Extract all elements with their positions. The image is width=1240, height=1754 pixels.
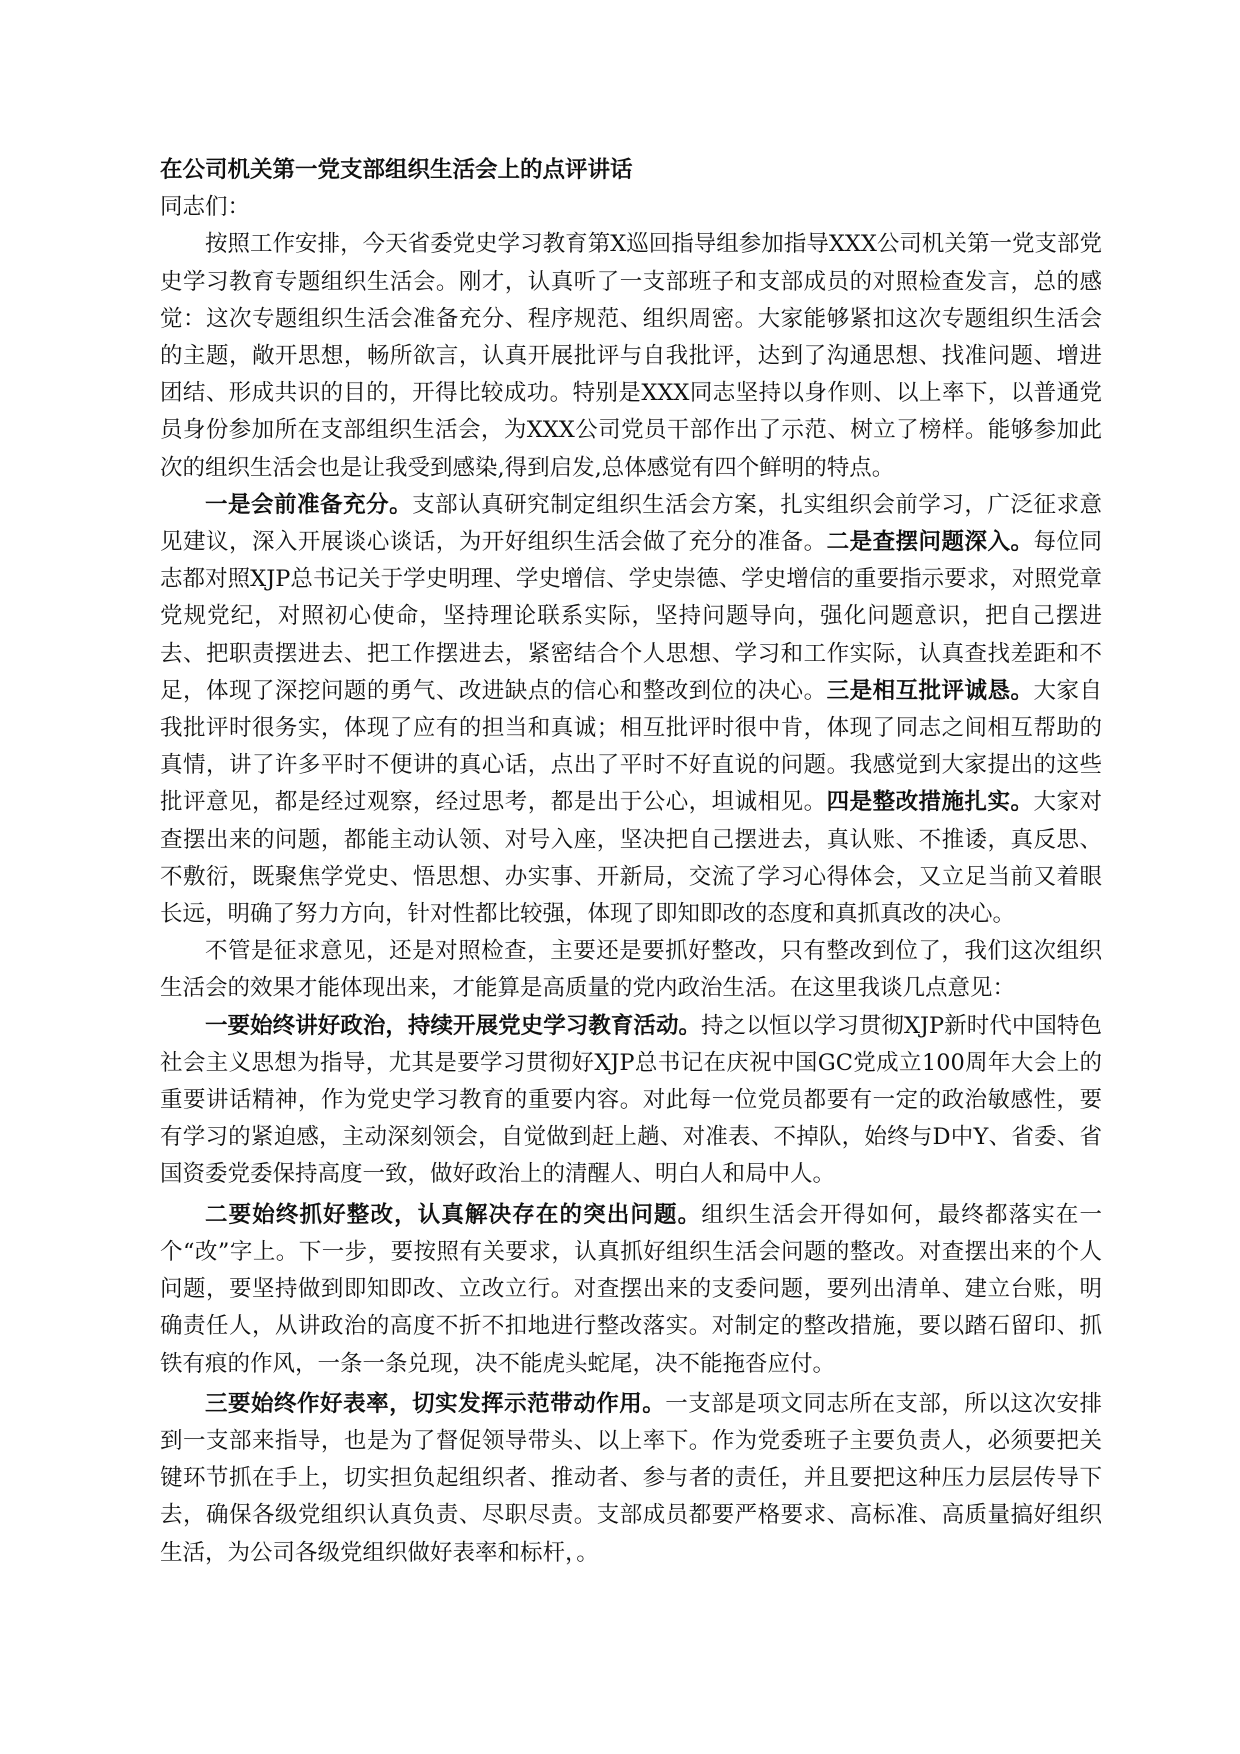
feature-4-text: 大家对查摆出来的问题，都能主动认领、对号入座，坚决把自己摆进去，真认账、不推诿，真反思、不敷衍，既聚焦学党史、悟思想、办实事、开新局，交流了学习心得体会，又立足当前又着眼长远，明确了努力方向，针对性都比较强，体现了即知即改的态度和真抓真改的决心。 bbox=[160, 789, 1102, 928]
paragraph-opinion-3 bbox=[160, 1386, 1102, 1572]
document-page bbox=[160, 152, 1102, 1572]
document-title: 在公司机关第一党支部组织生活会上的点评讲话 bbox=[160, 157, 633, 183]
opinion-2-heading: 二要始终抓好整改，认真解决存在的突出问题。 bbox=[205, 1201, 702, 1228]
paragraph-opinion-2 bbox=[160, 1197, 1102, 1383]
feature-2-text: 每位同志都对照XJP总书记关于学史明理、学史增信、学史崇德、学史增信的重要指示要求，对照党章党规党纪，对照初心使命，坚持理论联系实际，坚持问题导向，强化问题意识，把自己摆进去、把职责摆进去、把工作摆进去，紧密结合个人思想、学习和工作实际，认真查找差距和不足，体现了深挖问题的勇气、改进缺点的信心和整改到位的决心。 bbox=[160, 529, 1102, 704]
feature-3-text: 大家自我批评时很务实，体现了应有的担当和真诚；相互批评时很中肯，体现了同志之间相互帮助的真情，讲了许多平时不便讲的真心话，点出了平时不好直说的问题。我感觉到大家提出的这些批评意见，都是经过观察，经过思考，都是出于公心，坦诚相见。 bbox=[160, 677, 1102, 816]
paragraph-features bbox=[160, 487, 1102, 933]
paragraph-transition bbox=[160, 933, 1102, 1007]
opinion-3-text: 一支部是项文同志所在支部，所以这次安排到一支部来指导，也是为了督促领导带头、以上率下。作为党委班子主要负责人，必须要把关键环节抓在手上，切实担负起组织者、推动者、参与者的责任，并且要把这种压力层层传导下去，确保各级党组织认真负责、尽职尽责。支部成员都要严格要求、高标准、高质量搞好组织生活，为公司各级党组织做好表率和标杆，。 bbox=[160, 1390, 1102, 1566]
opinion-2-text: 组织生活会开得如何，最终都落实在一个“改”字上。下一步，要按照有关要求，认真抓好组织生活会问题的整改。对查摆出来的个人问题，要坚持做到即知即改、立改立行。对查摆出来的支委问题，要列出清单、建立台账，明确责任人，从讲政治的高度不折不扣地进行整改落实。对制定的整改措施，要以踏石留印、抓铁有痕的作风，一条一条兑现，决不能虎头蛇尾，决不能拖沓应付。 bbox=[160, 1201, 1102, 1377]
feature-2-heading: 二是查摆问题深入。 bbox=[826, 529, 1034, 556]
paragraph-intro bbox=[160, 226, 1102, 486]
feature-4-heading: 四是整改措施扎实。 bbox=[826, 789, 1034, 816]
feature-3-heading: 三是相互批评诚恳。 bbox=[826, 677, 1034, 704]
feature-1-text: 支部认真研究制定组织生活会方案，扎实组织会前学习，广泛征求意见建议，深入开展谈心谈话，为开好组织生活会做了充分的准备。 bbox=[160, 491, 1102, 556]
paragraph-opinion-1 bbox=[160, 1008, 1102, 1194]
feature-1-heading: 一是会前准备充分。 bbox=[205, 491, 413, 518]
opinion-1-heading: 一要始终讲好政治，持续开展党史学习教育活动。 bbox=[205, 1012, 702, 1039]
salutation: 同志们： bbox=[160, 194, 251, 221]
opinion-1-text: 持之以恒以学习贯彻XJP新时代中国特色社会主义思想为指导，尤其是要学习贯彻好XJP总书记在庆祝中国GC党成立100周年大会上的重要讲话精神，作为党史学习教育的重要内容。对此每一位党员都要有一定的政治敏感性，要有学习的紧迫感，主动深刻领会，自觉做到赶上趟、对准表、不掉队，始终与D中Y、省委、省国资委党委保持高度一致，做好政治上的清醒人、明白人和局中人。 bbox=[160, 1012, 1102, 1188]
opinion-3-heading: 三要始终作好表率，切实发挥示范带动作用。 bbox=[205, 1390, 666, 1417]
transition-text: 不管是征求意见，还是对照检查，主要还是要抓好整改，只有整改到位了，我们这次组织生活会的效果才能体现出来，才能算是高质量的党内政治生活。在这里我谈几点意见： bbox=[160, 938, 1102, 1002]
intro-text: 按照工作安排，今天省委党史学习教育第X巡回指导组参加指导XXX公司机关第一党支部党史学习教育专题组织生活会。刚才，认真听了一支部班子和支部成员的对照检查发言，总的感觉：这次专题组织生活会准备充分、程序规范、组织周密。大家能够紧扣这次专题组织生活会的主题，敞开思想，畅所欲言，认真开展批评与自我批评，达到了沟通思想、找准问题、增进团结、形成共识的目的，开得比较成功。特别是XXX同志坚持以身作则、以上率下，以普通党员身份参加所在支部组织生活会，为XXX公司党员干部作出了示范、树立了榜样。能够参加此次的组织生活会也是让我受到感染,得到启发,总体感觉有四个鲜明的特点。 bbox=[160, 231, 1102, 481]
